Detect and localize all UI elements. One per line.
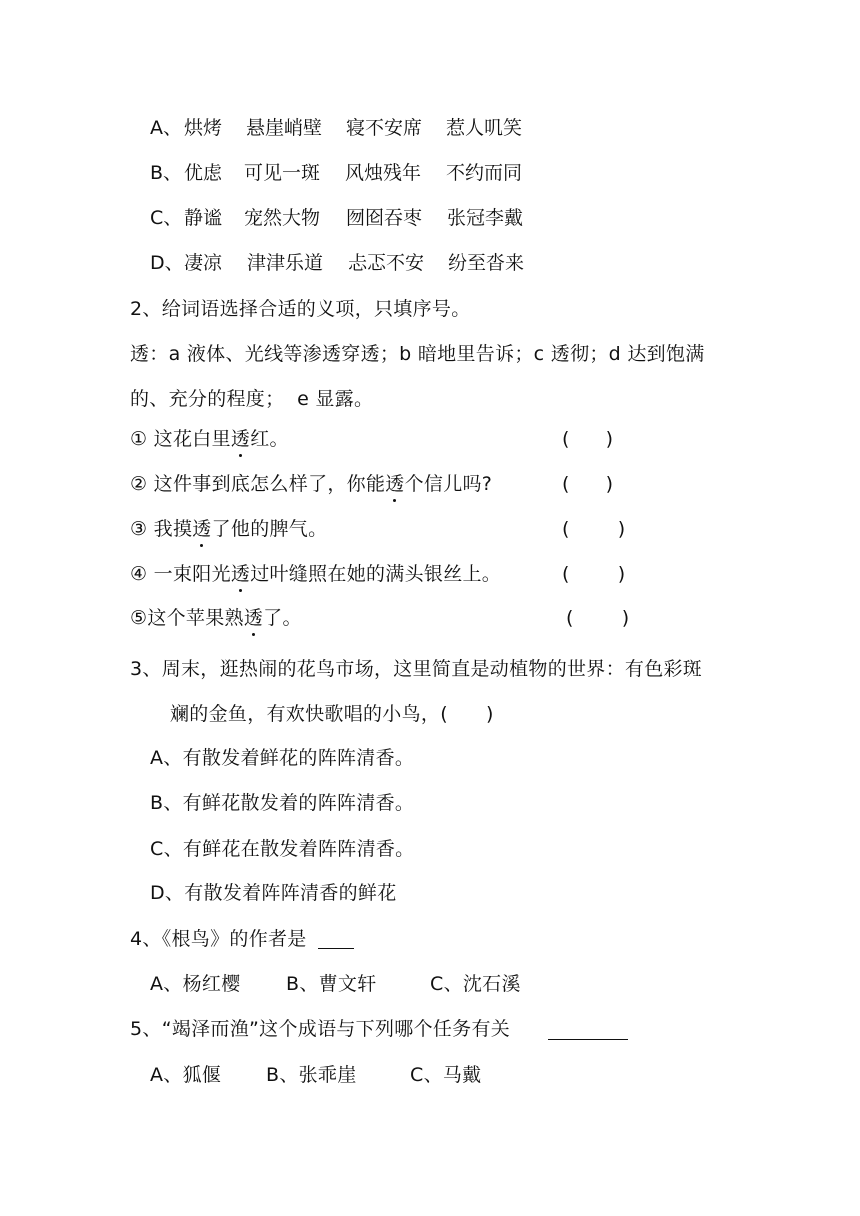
option-word-4: 惹人叽笑: [446, 117, 523, 139]
q3-question-line-1: 3、周末，逛热闹的花鸟市场，这里简直是动植物的世界：有色彩斑: [130, 658, 703, 680]
item-text-pre: ② 这件事到底怎么样了，你能: [130, 473, 386, 495]
answer-paren[interactable]: ( ): [562, 518, 626, 540]
q2-item-3: [130, 516, 327, 542]
item-text-pre: ③ 我摸: [130, 518, 193, 540]
option-word-4: 不约而同: [446, 162, 523, 184]
answer-paren[interactable]: ( ): [562, 563, 626, 585]
q2-definition-line-2: 的、充分的程度； e 显露。: [130, 388, 374, 410]
q2-item-4: [130, 561, 501, 587]
option-word-4: 张冠李戴: [447, 207, 524, 229]
item-text-post: 过叶缝照在她的满头银丝上。: [250, 563, 502, 585]
q5-question: 5、“竭泽而渔”这个成语与下列哪个任务有关: [130, 1018, 511, 1040]
option-letter: B、: [150, 162, 183, 184]
option-word-4: 纷至沓来: [448, 252, 525, 274]
answer-paren[interactable]: ( ): [562, 473, 614, 495]
q5-option-a: A、狐偃: [150, 1064, 222, 1086]
q3-option-a: A、有散发着鲜花的阵阵清香。: [150, 747, 415, 769]
emphasis-char: 透: [243, 607, 264, 629]
q4-question: 4、《根鸟》的作者是: [130, 928, 307, 950]
emphasis-char: 透: [230, 563, 251, 585]
q4-option-b: B、曹文轩: [286, 973, 377, 995]
option-letter: A、: [150, 117, 182, 139]
q3-option-d: D、有散发着阵阵清香的鲜花: [150, 882, 397, 904]
item-text-pre: ④ 一束阳光: [130, 563, 231, 585]
option-word-3: 囫囵吞枣: [346, 207, 423, 229]
option-word-2: 悬崖峭壁: [246, 117, 323, 139]
q4-option-c: C、沈石溪: [430, 973, 521, 995]
q3-option-c: C、有鲜花在散发着阵阵清香。: [150, 838, 415, 860]
item-text-post: 红。: [250, 428, 289, 450]
emphasis-char: 透: [230, 428, 251, 450]
option-word-3: 忐忑不安: [348, 252, 425, 274]
option-letter: D、: [150, 252, 184, 274]
q3-question-line-2: 斓的金鱼，有欢快歌唱的小鸟，( ): [170, 703, 494, 725]
q2-item-5: [130, 605, 302, 631]
q3-option-b: B、有鲜花散发着的阵阵清香。: [150, 792, 415, 814]
q2-item-1: [130, 426, 289, 452]
option-letter: C、: [150, 207, 183, 229]
option-word-1: 凄凉: [184, 252, 223, 274]
q4-option-a: A、杨红樱: [150, 973, 241, 995]
q5-option-b: B、张乖崖: [266, 1064, 357, 1086]
option-word-2: 津津乐道: [247, 252, 324, 274]
item-text-post: 了他的脾气。: [211, 518, 328, 540]
emphasis-char: 透: [192, 518, 212, 540]
q2-item-2: [130, 471, 492, 497]
option-word-1: 优虑: [184, 162, 223, 184]
option-word-2: 可见一斑: [244, 162, 321, 184]
option-word-1: 静谧: [184, 207, 223, 229]
option-word-3: 寝不安席: [346, 117, 423, 139]
q5-option-c: C、马戴: [410, 1064, 482, 1086]
item-text-post: 个信儿吗?: [404, 473, 493, 495]
answer-paren[interactable]: ( ): [562, 428, 614, 450]
answer-blank[interactable]: [548, 1039, 628, 1040]
answer-paren[interactable]: ( ): [566, 607, 630, 629]
answer-blank[interactable]: [318, 948, 354, 949]
option-word-1: 烘烤: [184, 117, 223, 139]
q2-definition-line-1: 透：a 液体、光线等渗透穿透；b 暗地里告诉；c 透彻；d 达到饱满: [130, 343, 705, 365]
option-word-3: 风烛残年: [345, 162, 422, 184]
q2-title: 2、给词语选择合适的义项，只填序号。: [130, 298, 471, 320]
item-text-post: 了。: [263, 607, 302, 629]
emphasis-char: 透: [385, 473, 405, 495]
item-text-pre: ⑤这个苹果熟: [130, 607, 244, 629]
item-text-pre: ① 这花白里: [130, 428, 231, 450]
option-word-2: 宠然大物: [244, 207, 321, 229]
